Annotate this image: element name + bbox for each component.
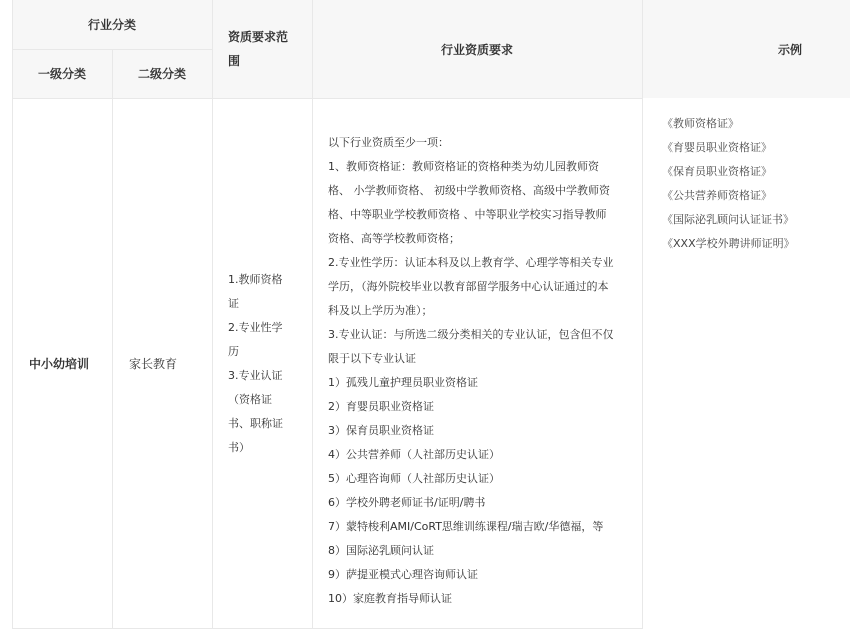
header-level2-label: 二级分类: [137, 67, 186, 81]
examples-list: [662, 112, 850, 256]
requirement-line: 10）家庭教育指导师认证: [328, 592, 452, 605]
grid-line: [12, 0, 13, 629]
scope-line: 书、职称证: [228, 416, 283, 430]
qualification-table: [12, 0, 850, 629]
header-scope: [212, 0, 312, 98]
header-scope-label: 资质要求范围: [228, 30, 289, 68]
scope-line: 历: [228, 344, 239, 358]
header-examples: [642, 0, 850, 98]
header-level1: [12, 49, 112, 98]
requirement-line: 7）蒙特梭利AMI/CoRT思维训练课程/瑞吉欧/华德福，等: [328, 520, 604, 533]
scope-line: 书）: [228, 440, 250, 454]
header-level2: [112, 49, 212, 98]
requirement-line: 1）孤残儿童护理员职业资格证: [328, 376, 478, 389]
grid-line: [112, 49, 113, 629]
header-industry-category-label: 行业分类: [87, 18, 136, 32]
header-level1-label: 一级分类: [37, 67, 86, 81]
requirement-line: 5）心理咨询师（人社部历史认证）: [328, 472, 500, 485]
requirement-line: 学历，（海外院校毕业以教育部留学服务中心认证通过的本: [328, 280, 609, 293]
requirement-line: 2）育婴员职业资格证: [328, 400, 434, 413]
header-examples-label: 示例: [777, 42, 802, 57]
requirement-line: 科及以上学历为准）；: [328, 304, 433, 317]
requirement-line: 3.专业认证：与所选二级分类相关的专业认证，包含但不仅: [328, 328, 614, 341]
scope-line: 证: [228, 296, 239, 310]
example-item: 《公共营养师资格证》: [662, 189, 772, 202]
requirement-line: 8）国际泌乳顾问认证: [328, 544, 434, 557]
scope-line: 1.教师资格: [228, 272, 283, 286]
example-item: 《保育员职业资格证》: [662, 165, 772, 178]
cell-level1: [12, 98, 112, 629]
requirement-line: 6）学校外聘老师证书/证明/聘书: [328, 496, 486, 509]
grid-line: [12, 49, 212, 50]
cell-requirements: [312, 98, 642, 629]
scope-line: （资格证: [228, 392, 272, 406]
scope-line: 2.专业性学: [228, 320, 283, 334]
example-item: 《育婴员职业资格证》: [662, 141, 772, 154]
example-item: 《XXX学校外聘讲师证明》: [662, 237, 795, 250]
grid-line: [212, 0, 213, 629]
requirement-line: 9）萨提亚模式心理咨询师认证: [328, 568, 478, 581]
header-industry-category: [12, 0, 212, 49]
requirement-line: 限于以下专业认证: [328, 352, 416, 365]
cell-level2: [112, 98, 212, 629]
cell-level2-text: 家长教育: [129, 356, 178, 371]
requirement-line: 4）公共营养师（人社部历史认证）: [328, 448, 500, 461]
grid-line: [312, 0, 313, 629]
requirement-line: 1、教师资格证：教师资格证的资格种类为幼儿园教师资: [328, 160, 599, 173]
grid-line: [12, 98, 642, 99]
cell-examples: [642, 98, 850, 629]
example-item: 《教师资格证》: [662, 117, 739, 130]
requirement-line: 格、 小学教师资格、 初级中学教师资格、高级中学教师资: [328, 184, 610, 197]
requirement-line: 资格、高等学校教师资格；: [328, 232, 460, 245]
header-requirements-label: 行业资质要求: [440, 42, 513, 57]
requirement-line: 2.专业性学历：认证本科及以上教育学、心理学等相关专业: [328, 256, 614, 269]
requirement-line: 格、中等职业学校教师资格 、中等职业学校实习指导教师: [328, 208, 607, 221]
requirement-line: 以下行业资质至少一项：: [328, 136, 449, 149]
requirement-line: 3）保育员职业资格证: [328, 424, 434, 437]
requirements-list: [328, 131, 642, 611]
header-requirements: [312, 0, 642, 98]
scope-list: [228, 268, 283, 460]
cell-level1-text: 中小幼培训: [29, 356, 90, 371]
example-item: 《国际泌乳顾问认证证书》: [662, 213, 794, 226]
cell-scope: [212, 98, 312, 629]
grid-line: [642, 0, 643, 629]
scope-line: 3.专业认证: [228, 368, 283, 382]
